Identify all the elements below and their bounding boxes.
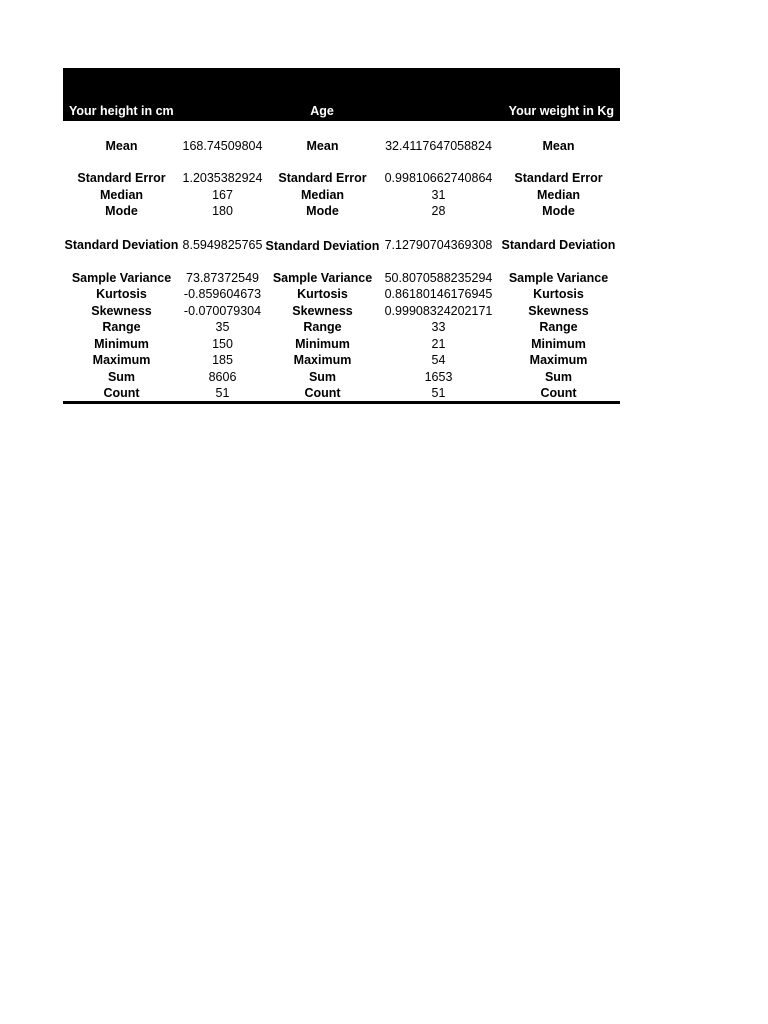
table-row [63,385,620,403]
stat-label[interactable]: Range [303,320,342,334]
table-row [63,186,620,203]
height-value[interactable]: -0.070079304 [183,303,262,318]
stat-label[interactable]: Maximum [293,353,352,367]
stat-label[interactable]: Mean [105,138,138,153]
height-value[interactable]: 180 [212,204,233,218]
spacer-row [63,253,620,269]
height-value[interactable]: 168.74509804 [182,138,263,153]
age-value[interactable]: 54 [431,353,446,367]
spacer-row [63,154,620,170]
stat-label[interactable]: Minimum [94,336,149,351]
table-row [63,269,620,286]
age-value[interactable]: 0.99810662740864 [384,171,493,185]
stat-label[interactable]: Count [304,386,341,400]
table-row [63,335,620,352]
table-row [63,319,620,336]
table-row [63,302,620,319]
table-row [63,368,620,385]
height-value[interactable]: 167 [212,187,233,202]
age-value[interactable]: 51 [431,386,446,400]
descriptive-statistics-sheet [63,68,620,404]
stat-label[interactable]: Kurtosis [533,287,584,301]
table-row [63,352,620,369]
table-row [63,170,620,187]
statistics-table [63,121,620,404]
stat-label[interactable]: Skewness [528,303,589,318]
height-value[interactable]: 35 [215,320,230,334]
stat-label[interactable]: Sum [308,369,337,384]
header-bar [63,68,620,121]
age-value[interactable]: 0.99908324202171 [384,303,493,318]
height-value[interactable]: 8606 [208,369,237,384]
height-value[interactable]: -0.859604673 [183,287,262,301]
stat-label[interactable]: Range [539,320,578,334]
stat-label[interactable]: Kurtosis [297,287,348,301]
table-row [63,286,620,303]
table-row [63,219,620,253]
stat-label[interactable]: Median [536,187,581,202]
height-value[interactable]: 51 [215,386,230,400]
height-column-header[interactable]: Your height in cm [69,104,174,118]
age-value[interactable]: 0.86180146176945 [384,287,493,301]
height-value[interactable]: 1.2035382924 [182,171,263,185]
stat-label[interactable]: Skewness [292,303,353,318]
stat-label[interactable]: Maximum [529,353,588,367]
height-value[interactable]: 8.5949825765 [182,238,263,252]
stat-label[interactable]: Sum [544,369,573,384]
stat-label[interactable]: Count [103,386,140,400]
age-value[interactable]: 31 [431,187,446,202]
table-row [63,203,620,220]
stat-label[interactable]: Kurtosis [96,287,147,301]
table-row [63,137,620,154]
weight-column-header[interactable]: Your weight in Kg [508,104,614,118]
stat-label[interactable]: Minimum [295,336,350,351]
stat-label[interactable]: Standard Deviation [265,238,380,253]
stat-label[interactable]: Maximum [92,353,151,367]
age-value[interactable]: 50.8070588235294 [384,270,493,285]
age-value[interactable]: 33 [431,320,446,334]
stat-label[interactable]: Sample Variance [508,270,609,285]
stat-label[interactable]: Sample Variance [272,270,373,285]
stat-label[interactable]: Standard Error [278,171,367,185]
age-value[interactable]: 32.4117647058824 [385,138,492,153]
stat-label[interactable]: Sum [107,369,136,384]
stat-label[interactable]: Count [540,386,577,400]
age-value[interactable]: 7.12790704369308 [384,238,493,252]
stat-label[interactable]: Mean [306,138,339,153]
stat-label[interactable]: Mode [542,204,575,218]
age-value[interactable]: 1653 [424,369,453,384]
stat-label[interactable]: Standard Deviation [501,238,616,252]
stat-label[interactable]: Sample Variance [71,270,172,285]
age-value[interactable]: 21 [431,336,446,351]
stat-label[interactable]: Minimum [531,336,586,351]
age-column-header[interactable]: Age [310,104,334,118]
age-value[interactable]: 28 [431,204,446,218]
stat-label[interactable]: Median [99,187,144,202]
stat-label[interactable]: Range [102,320,141,334]
stat-label[interactable]: Mode [105,204,138,218]
stat-label[interactable]: Mean [542,138,575,153]
height-value[interactable]: 73.87372549 [186,270,259,285]
height-value[interactable]: 185 [212,353,233,367]
spacer-row [63,121,620,137]
stat-label[interactable]: Skewness [91,303,152,318]
stat-label[interactable]: Standard Error [77,171,166,185]
stat-label[interactable]: Standard Error [514,171,603,185]
stat-label[interactable]: Mode [306,204,339,218]
stat-label[interactable]: Standard Deviation [64,238,179,252]
height-value[interactable]: 150 [212,336,233,351]
stat-label[interactable]: Median [300,187,345,202]
